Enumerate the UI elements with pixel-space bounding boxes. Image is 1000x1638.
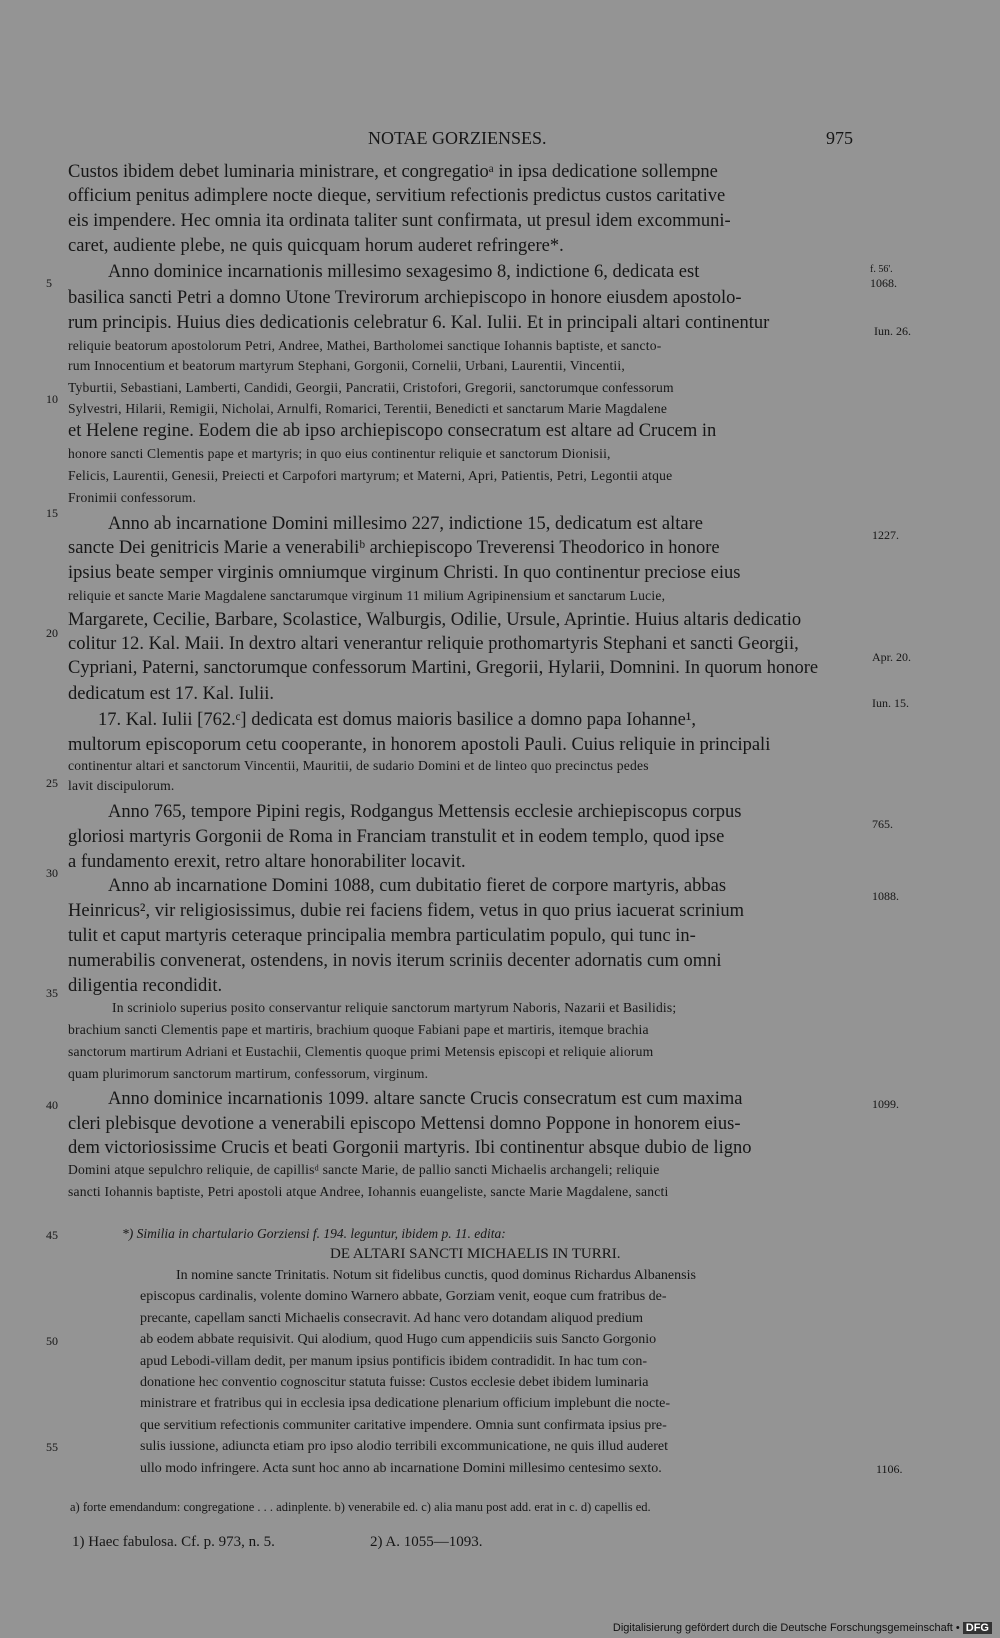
- line-number: 50: [46, 1334, 58, 1348]
- text-line: Fronimii confessorum.: [68, 490, 197, 505]
- line-number: 40: [46, 1098, 58, 1112]
- text-line: Heinricus², vir religiosissimus, dubie rei faciens fidem, vetus in quo prius iacuerat scrinium: [68, 901, 745, 921]
- text-line: officium penitus adimplere nocte dieque, servitium refectionis predictus custos caritative: [68, 186, 726, 206]
- footnote-line: donatione hec conventio cognoscitur statuta fuisse: Custos ecclesie debet ibidem luminaria: [140, 1375, 649, 1390]
- line-number: 55: [46, 1440, 58, 1454]
- text-line: Anno ab incarnatione Domini 1088, cum dubitatio fieret de corpore martyris, abbas: [108, 876, 727, 896]
- text-line: Anno dominice incarnationis 1099. altare sancte Crucis consecratum est cum maxima: [108, 1089, 743, 1109]
- running-title: NOTAE GORZIENSES.: [368, 128, 547, 148]
- footnote-heading: DE ALTARI SANCTI MICHAELIS IN TURRI.: [330, 1246, 621, 1262]
- footnote-line: ministrare et fratribus qui in ecclesia ipsa dedicatione plenarium officium implebunt die nocte-: [140, 1396, 671, 1412]
- text-line: caret, audiente plebe, ne quis quicquam horum auderet refringere*.: [68, 236, 564, 256]
- text-line: reliquie et sancte Marie Magdalene sanctarumque virginum 11 milium Agripinensium et sanctarum Lucie,: [68, 588, 666, 603]
- text-line: brachium sancti Clementis pape et martiris, brachium quoque Fabiani pape et martiris, itemque brachia: [68, 1022, 649, 1037]
- text-line: lavit discipulorum.: [68, 778, 175, 793]
- text-line: Sylvestri, Hilarii, Remigii, Nicholai, Arnulfi, Romarici, Terentii, Benedicti et sanctarum Marie Magdalene: [68, 401, 668, 416]
- text-line: Domini atque sepulchro reliquie, de capillisᵈ sancte Marie, de pallio sancti Michaelis archangeli; reliquie: [68, 1162, 660, 1177]
- text-line: 17. Kal. Iulii [762.ᶜ] dedicata est domus maioris basilice a domno papa Iohanne¹,: [98, 710, 697, 730]
- dfg-logo: DFG: [963, 1622, 992, 1634]
- line-number: 30: [46, 866, 58, 880]
- text-line: reliquie beatorum apostolorum Petri, Andree, Mathei, Bartholomei sanctique Iohannis baptiste, et sancto-: [68, 338, 662, 353]
- note-1: 1) Haec fabulosa. Cf. p. 973, n. 5.: [72, 1534, 275, 1550]
- margin-year-1088: 1088.: [872, 889, 899, 903]
- page-number: 975: [826, 128, 853, 148]
- text-line: sanctorum martirum Adriani et Eustachii, Clementis quoque primi Metensis episcopi et reliquie aliorum: [68, 1044, 654, 1059]
- line-number: 35: [46, 986, 58, 1000]
- dfg-credit: Digitalisierung gefördert durch die Deutsche Forschungsgemeinschaft • DFG: [613, 1622, 992, 1634]
- margin-date-iun15: Iun. 15.: [872, 696, 909, 710]
- line-number: 20: [46, 626, 58, 640]
- margin-year-1106: 1106.: [876, 1462, 903, 1476]
- text-line: multorum episcoporum cetu cooperante, in honorem apostoli Pauli. Cuius reliquie in principali: [68, 735, 771, 755]
- footnote-line: ullo modo infringere. Acta sunt hoc anno ab incarnatione Domini millesimo centesimo sexto.: [140, 1460, 662, 1476]
- footnote-intro: *) Similia in chartulario Gorziensi f. 194. leguntur, ibidem p. 11. edita:: [122, 1226, 506, 1241]
- footnote-line: In nomine sancte Trinitatis. Notum sit fidelibus cunctis, quod dominus Richardus Albanensis: [176, 1268, 696, 1283]
- text-line: basilica sancti Petri a domno Utone Trevirorum archiepiscopo in honore eiusdem apostolo-: [68, 288, 742, 308]
- text-line: gloriosi martyris Gorgonii de Roma in Franciam transtulit et in eodem templo, quod ipse: [68, 827, 725, 847]
- text-line: Anno 765, tempore Pipini regis, Rodgangus Mettensis ecclesie archiepiscopus corpus: [108, 802, 742, 822]
- text-line: Anno ab incarnatione Domini millesimo 227, indictione 15, dedicatum est altare: [108, 514, 703, 534]
- text-line: continentur altari et sanctorum Vincentii, Mauritii, de sudario Domini et de linteo quo precinctus pedes: [68, 758, 649, 773]
- line-number: 10: [46, 392, 58, 406]
- text-line: numerabilis convenerat, ostendens, in novis iterum scriniis decenter adornatis cum omni: [68, 951, 722, 971]
- margin-date-iun26: Iun. 26.: [874, 324, 911, 338]
- text-line: In scriniolo superius posito conservantur reliquie sanctorum martyrum Naboris, Nazarii et Basilidis;: [112, 1000, 677, 1015]
- text-line: Custos ibidem debet luminaria ministrare, et congregatioᵃ in ipsa dedicatione sollempne: [68, 162, 718, 182]
- line-number: 5: [46, 276, 52, 290]
- text-line: Anno dominice incarnationis millesimo sexagesimo 8, indictione 6, dedicata est: [108, 262, 700, 282]
- text-line: rum Innocentium et beatorum martyrum Stephani, Gorgonii, Cornelii, Urbani, Laurentii, Vincentii,: [68, 358, 625, 373]
- footnote-line: apud Lebodi-villam dedit, per manum ipsius pontificis ibidem contradidit. In hac tum con-: [140, 1353, 648, 1369]
- text-line: rum principis. Huius dies dedicationis celebratur 6. Kal. Iulii. Et in principali altari continentur: [68, 313, 770, 333]
- footnote-line: que servitium refectionis communiter caritative impendere. Omnia sunt confirmata ipsius pre-: [140, 1417, 667, 1433]
- text-line: sancti Iohannis baptiste, Petri apostoli atque Andree, Iohannis euangeliste, sancte Marie Magdalene, sancti: [68, 1184, 669, 1199]
- footnote-line: ab eodem abbate requisivit. Qui alodium, quod Hugo cum appendiciis suis Sancto Gorgonio: [140, 1332, 657, 1348]
- margin-folio: f. 56'.: [870, 264, 893, 275]
- line-number: 15: [46, 506, 58, 520]
- text-line: tulit et caput martyris ceteraque principalia membra particulatim populo, qui tunc in-: [68, 926, 696, 946]
- text-line: Tyburtii, Sebastiani, Lamberti, Candidi, Georgii, Pancratii, Cristofori, Gregorii, sanctorumque confessorum: [68, 380, 674, 395]
- line-number: 25: [46, 776, 58, 790]
- margin-date-apr20: Apr. 20.: [872, 650, 911, 664]
- margin-year-765: 765.: [872, 817, 893, 831]
- text-line: ipsius beate semper virginis omniumque virginum Christi. In quo continentur preciose eius: [68, 563, 741, 583]
- margin-year-1099: 1099.: [872, 1097, 899, 1111]
- margin-year-1068: 1068.: [870, 276, 897, 290]
- text-line: Margarete, Cecilie, Barbare, Scolastice, Walburgis, Odilie, Ursule, Aprintie. Huius altaris dedicatio: [68, 610, 802, 630]
- text-line: honore sancti Clementis pape et martyris; in quo eius continentur reliquie et sanctorum Dionisii,: [68, 446, 611, 461]
- text-line: Felicis, Laurentii, Genesii, Preiecti et Carpofori martyrum; et Materni, Apri, Patientis, Petri, Legontii atque: [68, 468, 673, 483]
- text-line: cleri plebisque devotione a venerabili episcopo Mettensi domno Poppone in honorem eius-: [68, 1114, 741, 1134]
- note-2: 2) A. 1055—1093.: [370, 1534, 483, 1550]
- footnote-line: sulis iussione, adiuncta etiam pro ipso alodio terribili excommunicatione, ne quis illud auderet: [140, 1439, 668, 1455]
- text-line: quam plurimorum sanctorum martirum, confessorum, virginum.: [68, 1066, 429, 1081]
- critical-apparatus: a) forte emendandum: congregatione . . . adinplente. b) venerabile ed. c) alia manu post add. erat in c. d) capellis ed.: [70, 1500, 651, 1514]
- text-line: a fundamento erexit, retro altare honorabiliter locavit.: [68, 852, 466, 872]
- text-line: sancte Dei genitricis Marie a venerabiliᵇ archiepiscopo Treverensi Theodorico in honore: [68, 538, 720, 558]
- line-number: 45: [46, 1228, 58, 1242]
- text-line: et Helene regine. Eodem die ab ipso archiepiscopo consecratum est altare ad Crucem in: [68, 421, 717, 441]
- text-line: Cypriani, Paterni, sanctorumque confessorum Martini, Gregorii, Hylarii, Domnini. In quorum honore: [68, 658, 819, 678]
- footnote-line: precante, capellam sancti Michaelis consecravit. Ad hanc vero dotandam aliquod predium: [140, 1310, 644, 1326]
- text-line: dem victoriosissime Crucis et beati Gorgonii martyris. Ibi continentur absque dubio de ligno: [68, 1138, 752, 1158]
- text-line: diligentia recondidit.: [68, 976, 223, 996]
- text-line: colitur 12. Kal. Maii. In dextro altari venerantur reliquie prothomartyris Stephani et sancti Georgii,: [68, 634, 799, 654]
- margin-year-1227: 1227.: [872, 528, 899, 542]
- text-line: eis impendere. Hec omnia ita ordinata taliter sunt confirmata, ut presul idem excommuni-: [68, 211, 731, 231]
- text-line: dedicatum est 17. Kal. Iulii.: [68, 684, 275, 704]
- footnote-line: episcopus cardinalis, volente domino Warnero abbate, Gorziam venit, eoque cum fratribus de-: [140, 1289, 667, 1305]
